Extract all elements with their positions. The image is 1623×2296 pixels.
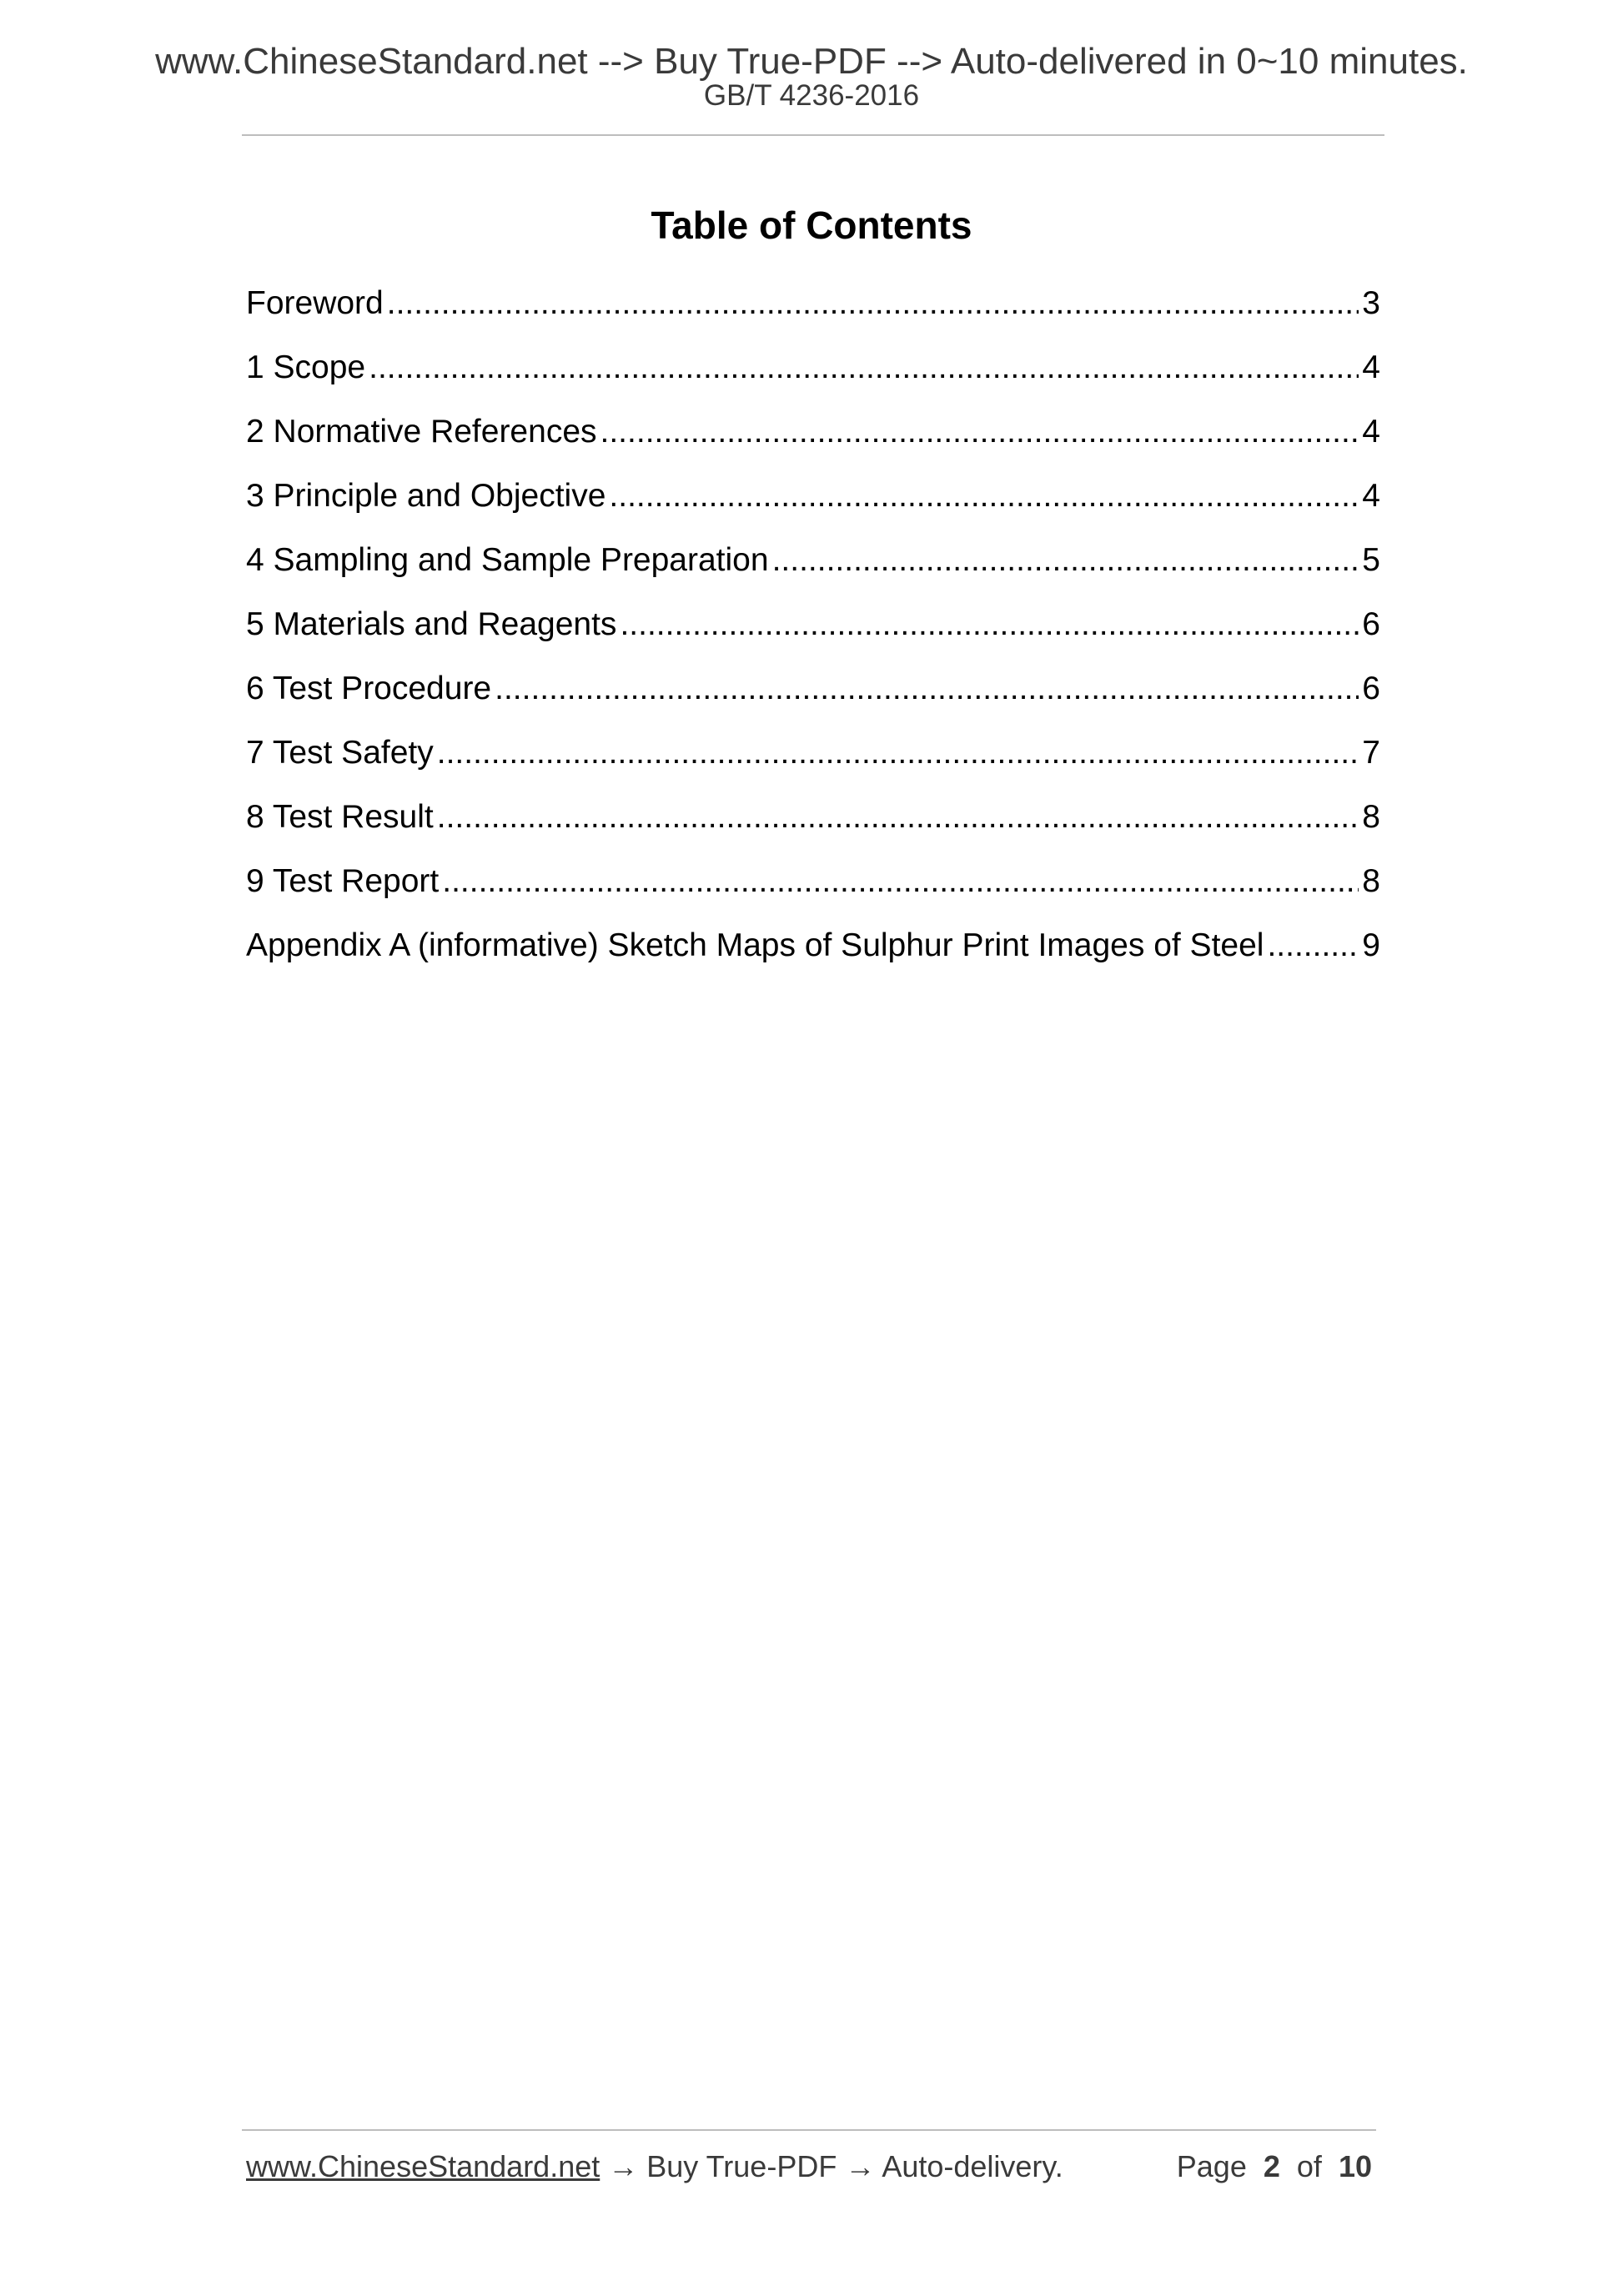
- current-page: 2: [1263, 2149, 1280, 2183]
- toc-entry-page: 3: [1362, 285, 1380, 321]
- toc-entry-label: 5 Materials and Reagents: [246, 606, 617, 642]
- toc-entry-label: 7 Test Safety: [246, 735, 434, 771]
- toc-leader-dots: [609, 476, 1359, 516]
- toc-leader-dots: [600, 412, 1359, 452]
- toc-entry-test-safety[interactable]: [246, 733, 1380, 797]
- toc-leader-dots: [442, 862, 1359, 902]
- page-number: [1176, 2149, 1372, 2183]
- toc-entry-page: 6: [1362, 671, 1380, 706]
- toc-list: [246, 284, 1380, 990]
- page-word: Page: [1176, 2149, 1247, 2183]
- toc-entry-label: 1 Scope: [246, 349, 366, 385]
- toc-leader-dots: [495, 669, 1359, 709]
- toc-entry-appendix-a[interactable]: [246, 926, 1380, 990]
- toc-leader-dots: [437, 797, 1359, 837]
- toc-entry-label: Appendix A (informative) Sketch Maps of Sulphur Print Images of Steel: [246, 927, 1264, 963]
- toc-leader-dots: [772, 540, 1359, 580]
- toc-entry-label: Foreword: [246, 285, 384, 321]
- toc-entry-label: 2 Normative References: [246, 414, 597, 450]
- toc-entry-page: 4: [1362, 414, 1380, 450]
- toc-entry-page: 8: [1362, 863, 1380, 899]
- toc-leader-dots: [1267, 926, 1359, 966]
- toc-leader-dots: [387, 284, 1359, 324]
- footer-divider: [242, 2129, 1376, 2131]
- toc-entry-normative-references[interactable]: [246, 412, 1380, 476]
- top-banner: www.ChineseStandard.net --> Buy True-PDF --> Auto-delivered in 0~10 minutes.: [155, 41, 1468, 82]
- toc-leader-dots: [620, 605, 1359, 645]
- toc-entry-page: 8: [1362, 799, 1380, 835]
- toc-entry-materials-reagents[interactable]: [246, 605, 1380, 669]
- toc-entry-test-procedure[interactable]: [246, 669, 1380, 733]
- of-word: of: [1296, 2149, 1322, 2183]
- footer-site-link[interactable]: www.ChineseStandard.net: [246, 2149, 600, 2183]
- toc-entry-page: 9: [1362, 927, 1380, 963]
- footer-left: [246, 2149, 1063, 2183]
- toc-entry-label: 3 Principle and Objective: [246, 478, 606, 514]
- toc-entry-foreword[interactable]: [246, 284, 1380, 348]
- toc-entry-test-report[interactable]: [246, 862, 1380, 926]
- toc-entry-sampling[interactable]: [246, 540, 1380, 605]
- document-code: GB/T 4236-2016: [703, 79, 920, 112]
- toc-entry-label: 9 Test Report: [246, 863, 440, 899]
- toc-leader-dots: [369, 348, 1359, 388]
- toc-title: Table of Contents: [651, 203, 972, 247]
- toc-entry-page: 4: [1362, 478, 1380, 514]
- toc-entry-page: 4: [1362, 349, 1380, 385]
- toc-entry-page: 5: [1362, 542, 1380, 578]
- footer-tagline: → Buy True-PDF → Auto-delivery.: [600, 2149, 1063, 2183]
- toc-entry-test-result[interactable]: [246, 797, 1380, 862]
- toc-entry-page: 7: [1362, 735, 1380, 771]
- toc-leader-dots: [437, 733, 1359, 773]
- toc-entry-principle-objective[interactable]: [246, 476, 1380, 540]
- toc-entry-scope[interactable]: [246, 348, 1380, 412]
- toc-entry-label: 8 Test Result: [246, 799, 434, 835]
- total-pages: 10: [1338, 2149, 1372, 2183]
- header-divider: [242, 134, 1384, 136]
- toc-entry-page: 6: [1362, 606, 1380, 642]
- toc-entry-label: 4 Sampling and Sample Preparation: [246, 542, 769, 578]
- toc-entry-label: 6 Test Procedure: [246, 671, 492, 706]
